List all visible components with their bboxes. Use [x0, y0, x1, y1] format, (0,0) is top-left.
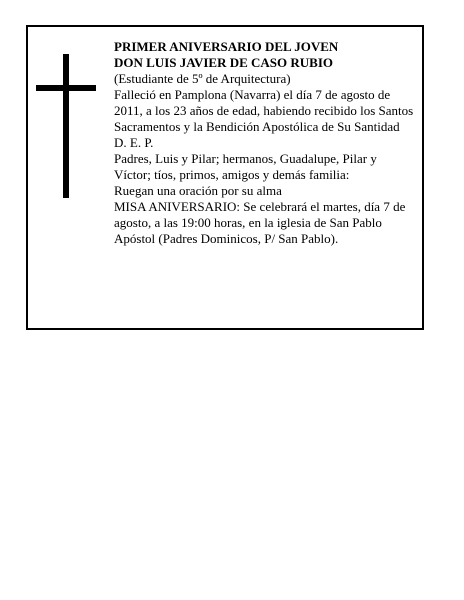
request-text: Ruegan una oración por su alma	[114, 183, 282, 198]
notice-text	[114, 39, 414, 247]
family-text: Padres, Luis y Pilar; hermanos, Guadalupe, Pilar y Víctor; tíos, primos, amigos y demás familia:	[114, 151, 377, 182]
heading-line-1: PRIMER ANIVERSARIO DEL JOVEN	[114, 39, 339, 54]
cross-horizontal-bar	[36, 85, 96, 91]
rip: D. E. P.	[114, 135, 154, 150]
heading-line-2: DON LUIS JAVIER DE CASO RUBIO	[114, 55, 334, 70]
cross-vertical-bar	[63, 54, 69, 198]
cross-icon	[36, 54, 96, 198]
mass-text: MISA ANIVERSARIO: Se celebrará el martes, día 7 de agosto, a las 19:00 horas, en la iglesia de San Pablo Apóstol (Padres Dominicos, P/ San Pablo).	[114, 199, 406, 246]
death-text: Falleció en Pamplona (Navarra) el día 7 de agosto de 2011, a los 23 años de edad, habiendo recibido los Santos Sacramentos y la Bendición Apostólica de Su Santidad	[114, 87, 414, 134]
subtitle: (Estudiante de 5º de Arquitectura)	[114, 71, 291, 86]
